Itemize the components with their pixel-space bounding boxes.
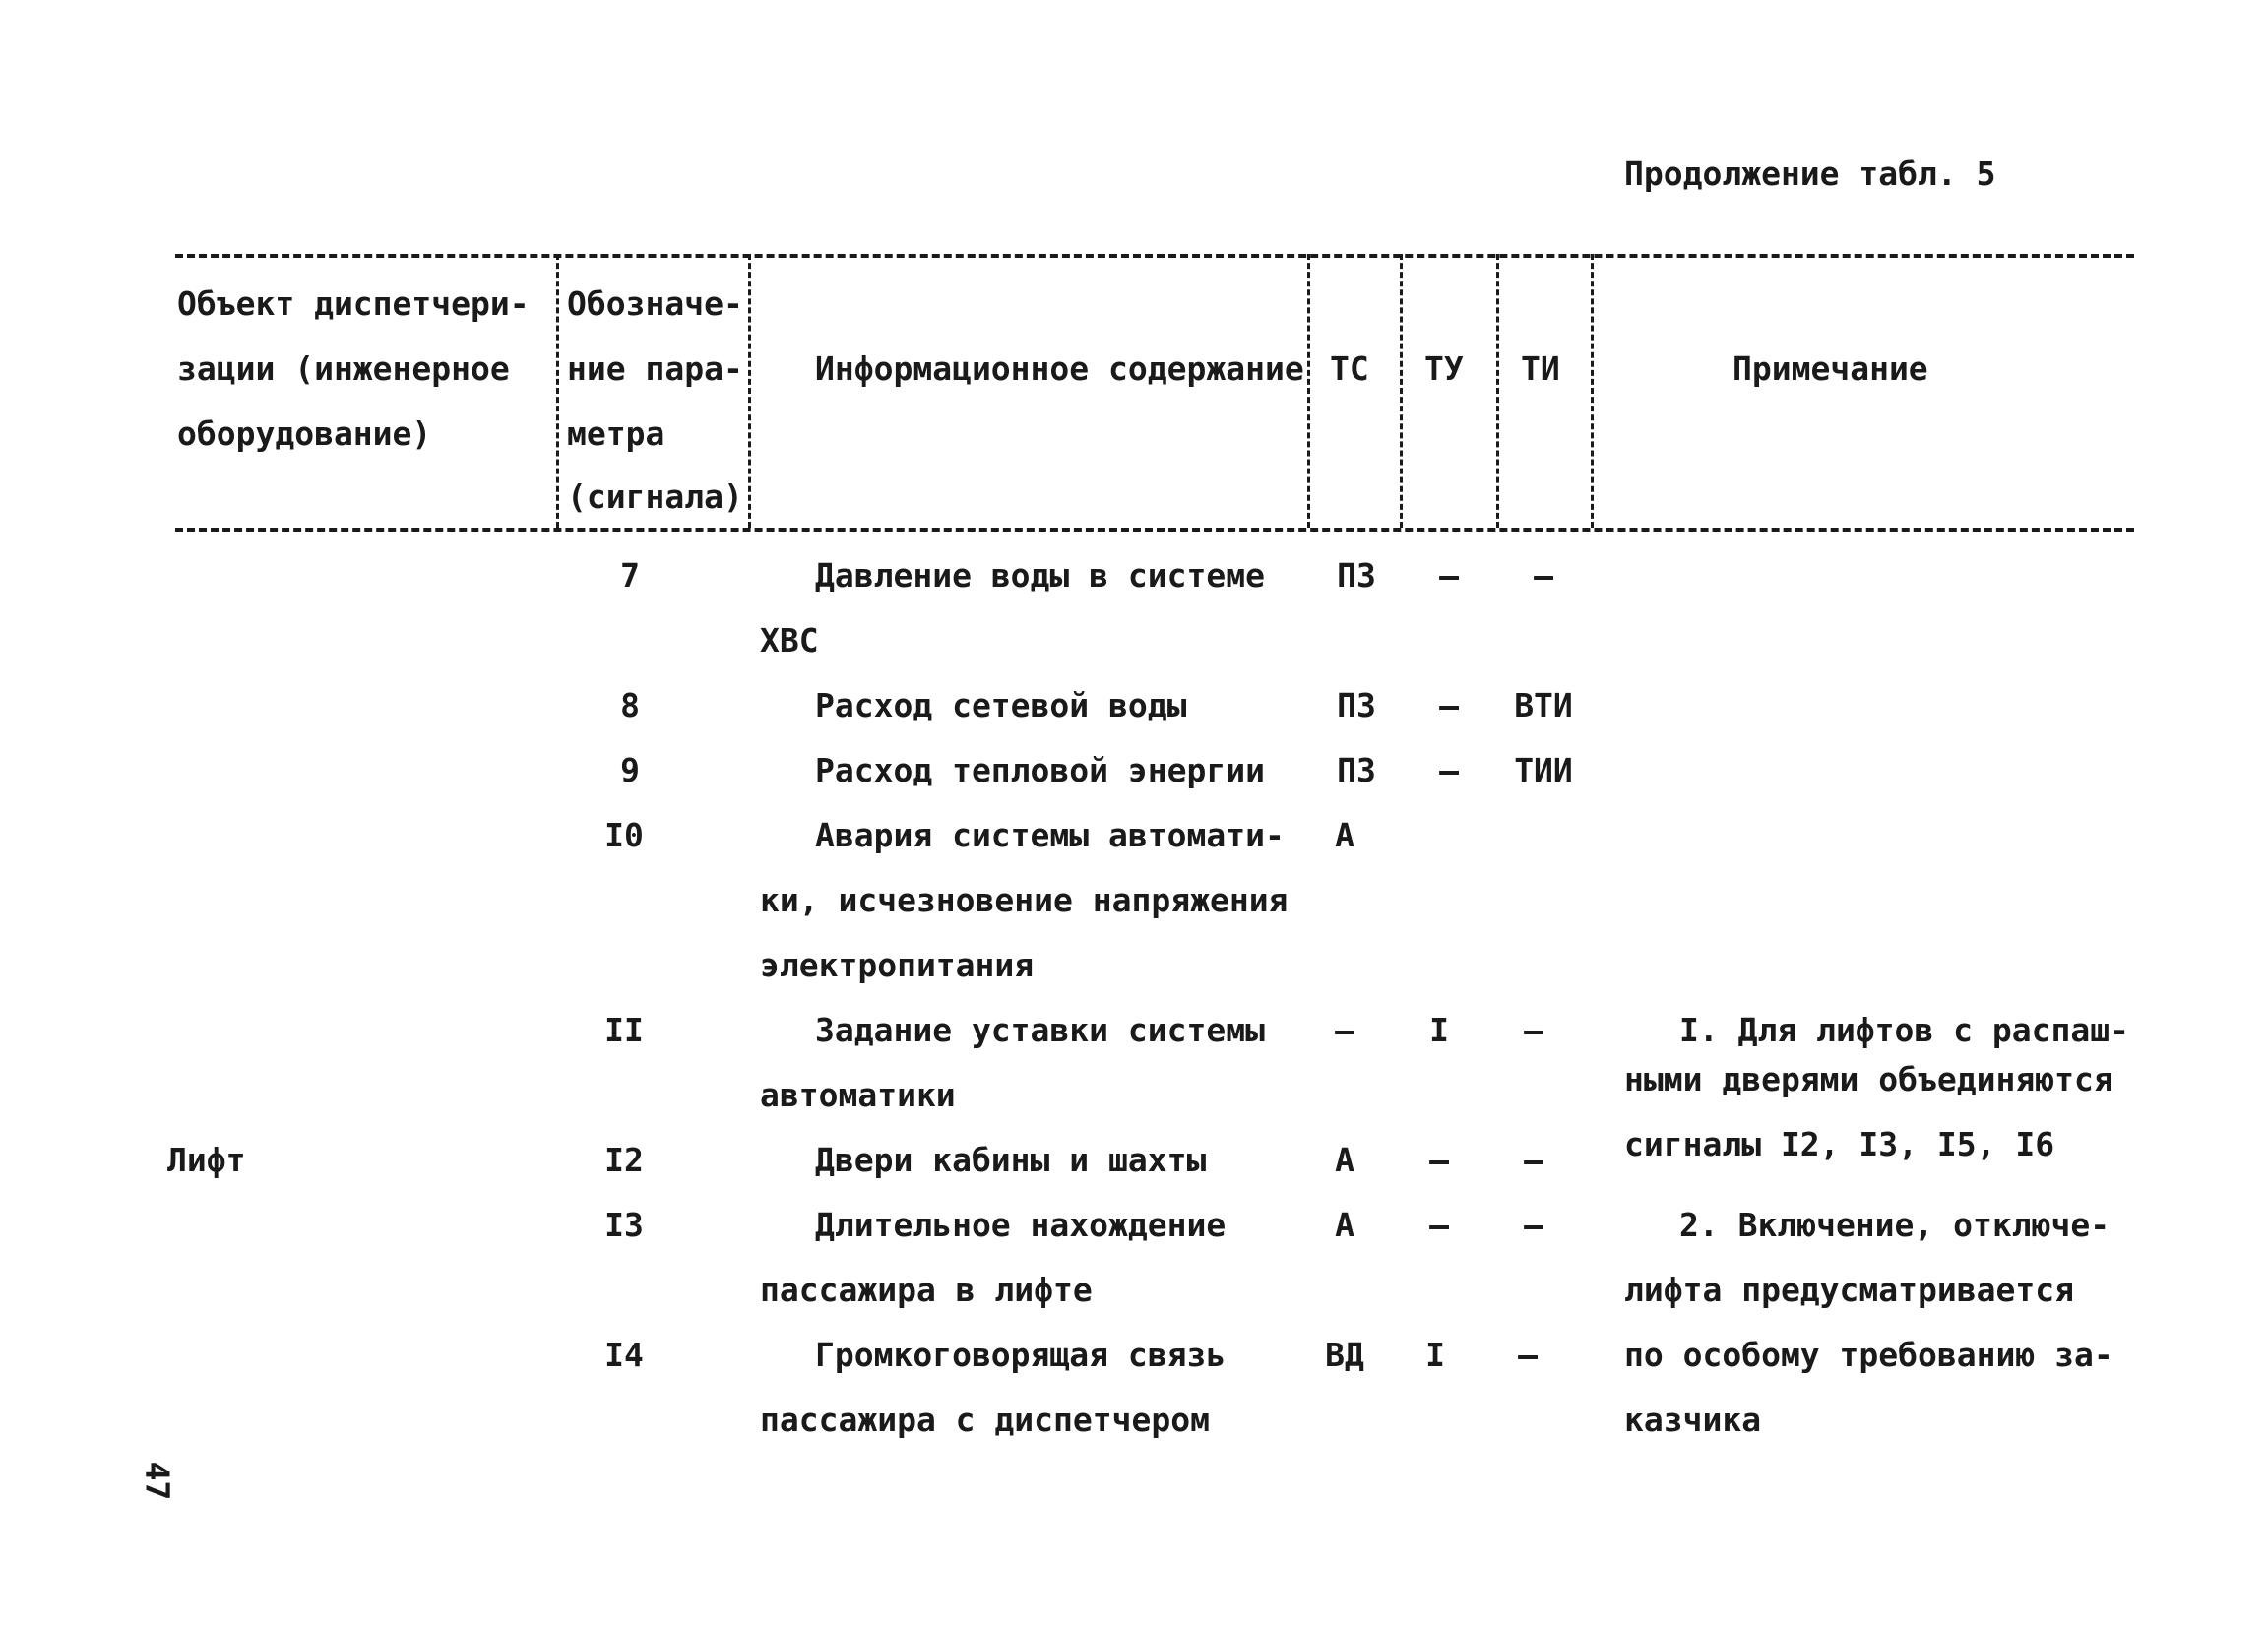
row-14-content-2: пассажира с диспетчером (760, 1401, 1210, 1439)
header-note: Примечание (1732, 349, 1928, 388)
row-13-content-2: пассажира в лифте (760, 1271, 1093, 1309)
object-lift: Лифт (167, 1141, 246, 1179)
col-sep-6 (1591, 254, 1594, 528)
page-number: 47 (138, 1461, 177, 1501)
row-11-content-2: автоматики (760, 1076, 956, 1114)
row-11-content-1: Задание уставки системы (815, 1011, 1265, 1049)
row-13-content-1: Длительное нахождение (815, 1206, 1227, 1244)
row-11-ti: – (1524, 1011, 1544, 1049)
row-7-content-2: ХВС (760, 621, 819, 659)
col-sep-3 (1307, 254, 1310, 528)
row-14-tu: I (1425, 1336, 1445, 1374)
header-object-line-3: оборудование) (177, 414, 432, 453)
row-10-content-3: электропитания (760, 946, 1035, 984)
header-object-line-1: Объект диспетчери- (177, 284, 530, 323)
note-line-6: по особому требованию за- (1624, 1336, 2113, 1374)
row-14-content-1: Громкоговорящая связь (815, 1336, 1227, 1374)
note-line-3: сигналы I2, I3, I5, I6 (1624, 1125, 2055, 1163)
row-14-num: I4 (604, 1336, 644, 1374)
row-13-ti: – (1524, 1206, 1544, 1244)
col-sep-5 (1496, 254, 1499, 528)
row-10-content-1: Авария системы автомати- (815, 816, 1285, 854)
row-13-ts: А (1335, 1206, 1354, 1244)
row-9-content-1: Расход тепловой энергии (815, 751, 1265, 789)
row-9-ti: ТИИ (1514, 751, 1573, 789)
row-9-num: 9 (620, 751, 640, 789)
header-bottom-rule (175, 528, 2134, 532)
row-7-content-1: Давление воды в системе (815, 556, 1265, 594)
row-8-tu: – (1439, 686, 1459, 724)
note-line-2: ными дверями объединяются (1624, 1060, 2113, 1098)
header-ti: ТИ (1521, 349, 1560, 388)
header-content: Информационное содержание (815, 349, 1304, 388)
col-sep-1 (556, 254, 559, 528)
row-10-ts: А (1335, 816, 1354, 854)
header-object-line-2: зации (инженерное (177, 349, 510, 388)
row-13-tu: – (1429, 1206, 1449, 1244)
header-ts: ТС (1330, 349, 1369, 388)
row-7-ti: – (1534, 556, 1553, 594)
row-12-ti: – (1524, 1141, 1544, 1179)
row-12-num: I2 (604, 1141, 644, 1179)
row-8-num: 8 (620, 686, 640, 724)
header-tu: ТУ (1424, 349, 1464, 388)
header-designation-line-3: метра (567, 414, 665, 453)
row-9-ts: ПЗ (1337, 751, 1376, 789)
col-sep-2 (748, 254, 751, 528)
note-line-5: лифта предусматривается (1624, 1271, 2074, 1309)
col-sep-4 (1400, 254, 1403, 528)
note-line-4: 2. Включение, отключе- (1679, 1206, 2110, 1244)
row-8-ti: ВТИ (1514, 686, 1573, 724)
table-caption: Продолжение табл. 5 (1624, 155, 1996, 193)
row-14-ti: – (1518, 1336, 1538, 1374)
note-line-1: I. Для лифтов с распаш- (1679, 1011, 2129, 1049)
note-line-7: казчика (1624, 1401, 1762, 1439)
row-8-content-1: Расход сетевой воды (815, 686, 1187, 724)
row-8-ts: ПЗ (1337, 686, 1376, 724)
row-12-tu: – (1429, 1141, 1449, 1179)
header-designation-line-4: (сигнала) (567, 477, 743, 516)
row-14-ts: ВД (1325, 1336, 1364, 1374)
row-12-ts: А (1335, 1141, 1354, 1179)
row-10-num: I0 (604, 816, 644, 854)
row-11-ts: – (1335, 1011, 1354, 1049)
row-11-num: II (604, 1011, 644, 1049)
header-designation-line-1: Обозначе- (567, 284, 743, 323)
row-7-ts: ПЗ (1337, 556, 1376, 594)
row-12-content-1: Двери кабины и шахты (815, 1141, 1207, 1179)
row-7-num: 7 (620, 556, 640, 594)
row-7-tu: – (1439, 556, 1459, 594)
row-10-content-2: ки, исчезновение напряжения (760, 881, 1289, 919)
row-9-tu: – (1439, 751, 1459, 789)
row-13-num: I3 (604, 1206, 644, 1244)
row-11-tu: I (1429, 1011, 1449, 1049)
header-top-rule (175, 254, 2134, 258)
header-designation-line-2: ние пара- (567, 349, 743, 388)
